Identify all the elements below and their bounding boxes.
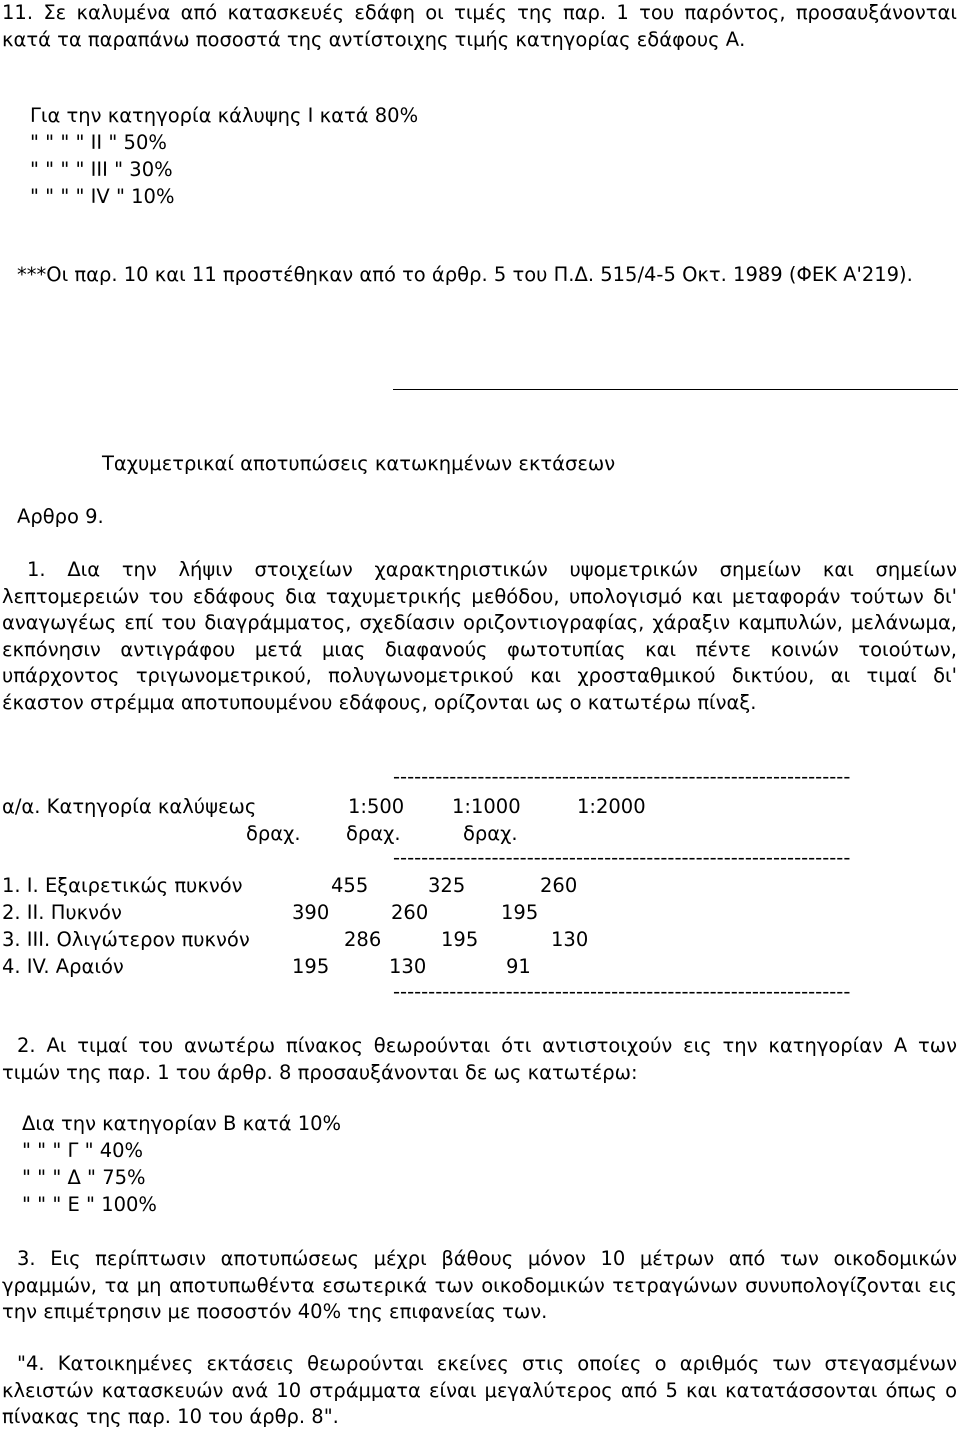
table-header-unit: δραχ. <box>463 822 518 845</box>
table-header-scale: 1:2000 <box>577 795 646 818</box>
table-header-category: α/α. Κατηγορία καλύψεως <box>2 795 257 818</box>
table-rule: ----------------------------------------------------------------- <box>393 846 851 869</box>
table-cell: 130 <box>551 928 589 951</box>
section-divider <box>393 389 958 390</box>
table-cell: 260 <box>391 901 429 924</box>
table-header-unit: δραχ. <box>346 822 401 845</box>
coverage-line: " " " " ΙV " 10% <box>30 185 175 208</box>
table-cell: 325 <box>428 874 466 897</box>
table-cell: 195 <box>441 928 479 951</box>
coverage-line: Για την κατηγορία κάλυψης Ι κατά 80% <box>30 104 419 127</box>
coverage-line: " " " " ΙΙΙ " 30% <box>30 158 173 181</box>
table-cell: 390 <box>292 901 330 924</box>
paragraph-2: 2. Αι τιμαί του ανωτέρω πίνακος θεωρούνται ότι αντιστοιχούν εις την κατηγορίαν Α των τιμών της παρ. 1 του άρθρ. 8 προσαυξάνονται δε ως κατωτέρω: <box>2 1034 957 1084</box>
table-cell: 455 <box>331 874 369 897</box>
table-header-scale: 1:500 <box>348 795 405 818</box>
table-rule: ----------------------------------------------------------------- <box>393 980 851 1003</box>
table-header-scale: 1:1000 <box>452 795 521 818</box>
table-cell: 260 <box>540 874 578 897</box>
paragraph-11: 11. Σε καλυμένα από κατασκευές εδάφη οι τιμές της παρ. 1 του παρόντος, προσαυξάνονται κατά τα παραπάνω ποσοστά της αντίστοιχης τιμής κατηγορίας εδάφους Α. <box>2 1 957 51</box>
table-cell: 91 <box>506 955 531 978</box>
increase-line: Δια την κατηγορίαν Β κατά 10% <box>22 1112 342 1135</box>
paragraph-4: "4. Κατοικημένες εκτάσεις θεωρούνται εκείνες στις οποίες ο αριθμός των στεγασμένων κλειστών κατασκευών ανά 10 στράμματα είναι μεγαλύτερος από 5 και κατατάσσονται όπως ο πίνακας της παρ. 10 του άρθρ. 8". <box>2 1352 957 1429</box>
amendment-note: ***Οι παρ. 10 και 11 προστέθηκαν από το άρθρ. 5 του Π.Δ. 515/4-5 Οκτ. 1989 (ΦΕΚ Α'219). <box>17 263 913 286</box>
table-cell: 286 <box>344 928 382 951</box>
increase-line: " " " Γ " 40% <box>22 1139 144 1162</box>
table-row-label: 3. ΙΙΙ. Ολιγώτερον πυκνόν <box>2 928 250 951</box>
article-title: Αρθρο 9. <box>17 505 104 528</box>
increase-line: " " " Ε " 100% <box>22 1193 157 1216</box>
table-row-label: 4. ΙV. Αραιόν <box>2 955 124 978</box>
paragraph-3: 3. Εις περίπτωσιν αποτυπώσεως μέχρι βάθους μόνον 10 μέτρων από των οικοδομικών γραμμών, τα μη αποτυπωθέντα εσωτερικά των οικοδομικών τετραγώνων συνυπολογίζονται εις την επιμέτρησιν με ποσοστόν 40% της επιφανείας των. <box>2 1247 957 1324</box>
coverage-line: " " " " ΙΙ " 50% <box>30 131 167 154</box>
paragraph-1: 1. Δια την λήψιν στοιχείων χαρακτηριστικών υψομετρικών σημείων και σημείων λεπτομερειών του εδάφους δια ταχυμετρικής μεθόδου, υπολογισμό και μεταφοράν τούτων δι' αναγωγέως επί του διαγράμματος, σχεδίασιν οριζοντιογραφίας, χάραξιν καμπυλών, μελάνωμα, εκπόνησιν αντιγράφου μετά μιας διαφανούς φωτοτυπίας και πέντε κοινών τοιούτων, υπάρχοντος τριγωνομετρικού, πολυγωνομετρικού και χροσταθμικού δικτύου, αι τιμαί δι' έκαστον στρέμμα αποτυπουμένου εδάφους, ορίζονται ως ο κατωτέρω πίναξ. <box>2 558 957 714</box>
increase-line: " " " Δ " 75% <box>22 1166 146 1189</box>
table-row-label: 2. ΙΙ. Πυκνόν <box>2 901 122 924</box>
table-cell: 195 <box>501 901 539 924</box>
article-subtitle: Ταχυμετρικαί αποτυπώσεις κατωκημένων εκτάσεων <box>102 452 616 475</box>
table-rule: ----------------------------------------------------------------- <box>393 765 851 788</box>
table-row-label: 1. Ι. Εξαιρετικώς πυκνόν <box>2 874 243 897</box>
table-cell: 130 <box>389 955 427 978</box>
table-header-unit: δραχ. <box>246 822 301 845</box>
table-cell: 195 <box>292 955 330 978</box>
